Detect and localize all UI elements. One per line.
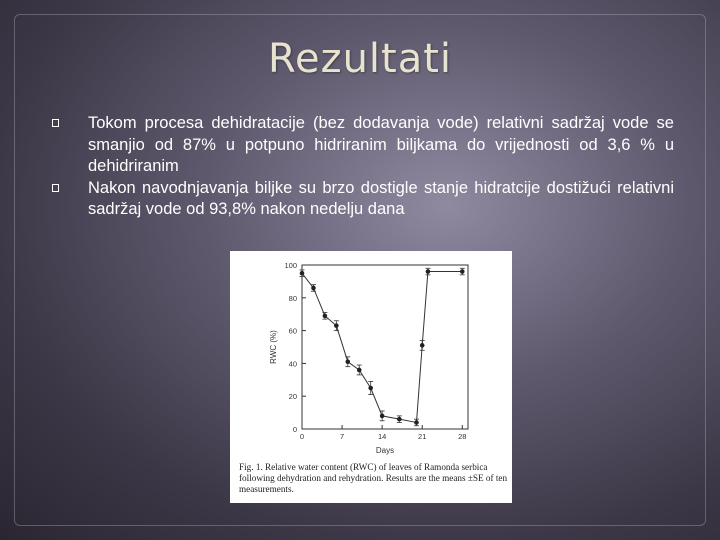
rwc-line-chart <box>230 251 512 461</box>
bullet-square-icon <box>52 184 59 192</box>
bullet-item <box>50 178 674 221</box>
y-axis-label: RWC (%) <box>269 330 278 364</box>
x-tick-label: 21 <box>418 432 427 441</box>
data-point <box>420 343 425 348</box>
bullet-item <box>50 113 674 178</box>
data-point <box>426 269 431 274</box>
data-point <box>380 414 385 419</box>
figure-image <box>230 251 512 503</box>
data-point <box>368 386 373 391</box>
y-tick-label: 20 <box>288 392 297 402</box>
data-point <box>334 323 339 328</box>
data-point <box>323 314 328 319</box>
bullet-square-icon <box>52 119 59 127</box>
series-line <box>302 272 462 423</box>
figure-caption: Fig. 1. Relative water content (RWC) of leaves of Ramonda serbica following dehydration and rehydration. Results are the means ±SE of ten measurements. <box>239 462 508 494</box>
plot-frame <box>302 265 468 429</box>
data-point <box>460 269 465 274</box>
x-tick-label: 14 <box>377 432 387 441</box>
data-point <box>357 368 362 373</box>
data-point <box>414 420 419 425</box>
data-point <box>345 359 350 364</box>
y-tick-label: 0 <box>292 425 297 434</box>
x-tick-label: 0 <box>299 432 305 441</box>
y-tick-label: 80 <box>288 293 297 303</box>
bullet-list <box>50 113 674 221</box>
bullet-text: Nakon navodnjavanja biljke su brzo dostigle stanje hidratcije dostižući relativni sadržaj vode od 93,8% nakon nedelju dana <box>88 178 674 218</box>
data-point <box>300 271 305 276</box>
y-tick-label: 100 <box>284 261 297 270</box>
x-tick-label: 7 <box>339 432 345 441</box>
y-tick-label: 60 <box>288 326 297 336</box>
data-point <box>397 417 402 422</box>
slide-title: Rezultati <box>267 36 453 82</box>
bullet-text: Tokom procesa dehidratacije (bez dodavanja vode) relativni sadržaj vode se smanjio od 87% u potpuno hidriranim biljkama do vrijednosti od 3,6 % u dehidriranim <box>88 114 674 175</box>
data-point <box>311 286 316 291</box>
y-tick-label: 40 <box>288 359 297 369</box>
x-axis-label: Days <box>375 446 395 455</box>
x-tick-label: 28 <box>458 432 467 441</box>
